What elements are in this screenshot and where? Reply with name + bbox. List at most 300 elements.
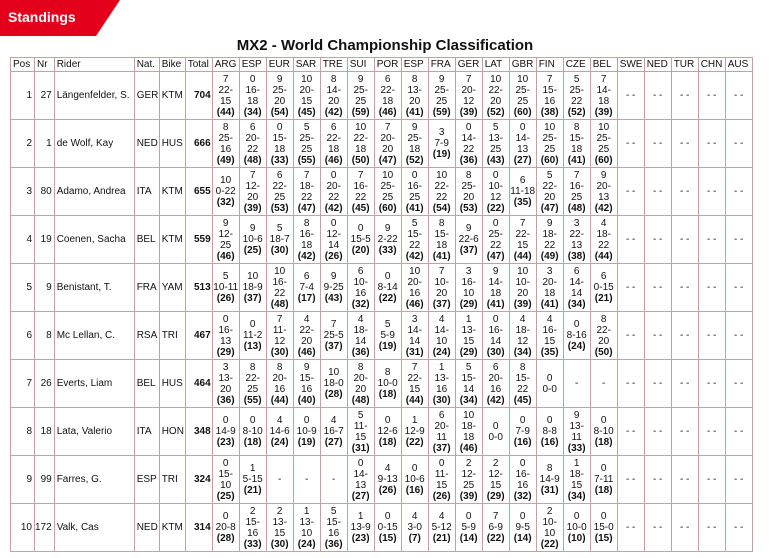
gp-line: 0	[492, 169, 499, 181]
gp-result-cell	[509, 120, 536, 168]
total-cell: 559	[185, 216, 212, 264]
gp-line: 22-	[299, 324, 314, 336]
column-header-cze: CZE	[563, 58, 590, 72]
gp-line: 6	[357, 265, 364, 277]
gp-line: 20	[328, 95, 340, 107]
gp-line: 9	[384, 223, 391, 234]
gp-total: (21)	[594, 293, 613, 304]
bike-cell: TRI	[159, 456, 185, 504]
gp-line: 9	[330, 271, 337, 282]
gp-line: 14	[571, 287, 583, 299]
gp-line: 7	[600, 73, 607, 85]
gp-total: (16)	[405, 485, 424, 496]
gp-line: 25	[301, 143, 313, 155]
gp-line: 0	[546, 415, 553, 426]
gp-result-cell	[401, 312, 428, 360]
number-cell: 19	[35, 216, 55, 264]
gp-empty-cell: - -	[725, 216, 752, 264]
column-header-gbr: GBR	[509, 58, 536, 72]
gp-result-cell	[536, 456, 563, 504]
gp-line: 8	[330, 73, 337, 85]
gp-line: 10	[517, 73, 529, 85]
gp-total: (42)	[405, 250, 424, 262]
gp-total: (48)	[243, 154, 262, 166]
position-cell: 2	[11, 120, 35, 168]
gp-result-cell	[590, 312, 617, 360]
gp-total: (33)	[378, 245, 397, 256]
gp-line: 20	[490, 95, 502, 107]
gp-result-cell	[347, 504, 374, 552]
gp-result-cell	[401, 360, 428, 408]
gp-result-cell	[482, 360, 509, 408]
gp-line: 16	[355, 287, 367, 299]
gp-line: 25-	[272, 84, 287, 96]
gp-line: 3	[546, 265, 553, 277]
gp-result-cell	[590, 408, 617, 456]
gp-empty-cell: - -	[617, 216, 644, 264]
gp-empty-cell: - -	[671, 264, 698, 312]
gp-result-cell	[266, 72, 293, 120]
gp-line: 0	[546, 372, 553, 384]
gp-line: 10-	[542, 516, 557, 528]
gp-total: (19)	[378, 341, 397, 352]
gp-line: 3	[411, 313, 418, 325]
position-cell: 4	[11, 216, 35, 264]
gp-line: 22	[247, 143, 259, 155]
gp-line: 20	[355, 383, 367, 395]
gp-empty-cell: -	[320, 456, 347, 504]
gp-line: 18-	[542, 228, 557, 240]
gp-line: 22	[301, 191, 313, 203]
gp-result-cell	[374, 360, 401, 408]
nation-cell: NED	[134, 120, 159, 168]
gp-result-cell	[347, 120, 374, 168]
gp-line: 1	[573, 457, 580, 469]
gp-line: 16-	[407, 180, 422, 192]
gp-result-cell	[266, 408, 293, 456]
gp-line: 18	[274, 143, 286, 155]
gp-total: (55)	[243, 394, 262, 406]
gp-line: 20-	[272, 372, 287, 384]
gp-total: (48)	[270, 298, 289, 310]
gp-line: 5	[303, 121, 310, 133]
gp-line: 5-12	[431, 522, 452, 533]
gp-line: 25	[598, 143, 610, 155]
gp-total: (41)	[405, 106, 424, 118]
gp-line: 11-2	[243, 330, 263, 341]
gp-total: (33)	[270, 154, 289, 166]
gp-total: (7)	[408, 533, 421, 544]
column-header-pos: Pos	[11, 58, 35, 72]
gp-line: 7-9	[434, 138, 449, 149]
gp-result-cell	[212, 360, 239, 408]
gp-result-cell	[509, 168, 536, 216]
gp-total: (42)	[486, 394, 505, 406]
gp-line: 7	[573, 169, 580, 181]
position-cell: 5	[11, 264, 35, 312]
page-title: MX2 - World Championship Classification	[236, 37, 534, 54]
gp-result-cell	[509, 504, 536, 552]
gp-total: (53)	[459, 202, 478, 214]
gp-result-cell	[320, 408, 347, 456]
gp-result-cell	[320, 72, 347, 120]
gp-line: 22	[355, 191, 367, 203]
gp-line: 7	[303, 169, 310, 181]
gp-line: 13-	[461, 324, 476, 336]
gp-empty-cell: - -	[725, 168, 752, 216]
gp-total: (37)	[432, 298, 451, 310]
rider-cell: Farres, G.	[54, 456, 134, 504]
gp-line: 10	[463, 287, 475, 299]
gp-total: (32)	[351, 298, 370, 310]
gp-line: 7	[384, 121, 391, 133]
gp-line: 10-	[488, 180, 503, 192]
gp-result-cell	[266, 504, 293, 552]
gp-empty-cell: - -	[671, 216, 698, 264]
gp-line: 25-5	[323, 330, 344, 341]
gp-line: 20	[517, 287, 529, 299]
gp-total: (33)	[567, 442, 586, 454]
nation-cell: RSA	[134, 312, 159, 360]
gp-line: 2	[249, 505, 256, 517]
position-cell: 1	[11, 72, 35, 120]
gp-line: 16	[490, 383, 502, 395]
gp-line: 7	[249, 169, 256, 181]
gp-total: (17)	[297, 293, 316, 304]
gp-result-cell	[401, 168, 428, 216]
gp-line: 0	[384, 271, 391, 282]
gp-line: 10-0	[377, 378, 398, 389]
gp-total: (47)	[486, 250, 505, 262]
gp-result-cell	[320, 312, 347, 360]
gp-line: 22-	[596, 324, 611, 336]
gp-total: (41)	[405, 202, 424, 214]
gp-result-cell	[239, 312, 266, 360]
standings-tab[interactable]	[0, 0, 120, 36]
gp-empty-cell: - -	[617, 408, 644, 456]
gp-line: 16	[301, 383, 313, 395]
table-row	[11, 408, 753, 456]
gp-line: 13	[598, 191, 610, 203]
total-cell: 467	[185, 312, 212, 360]
gp-total: (53)	[270, 202, 289, 214]
gp-line: 25-	[596, 132, 611, 144]
gp-result-cell	[536, 120, 563, 168]
gp-line: 10	[436, 169, 448, 181]
gp-line: 3	[573, 217, 580, 229]
gp-empty-cell: - -	[698, 168, 725, 216]
gp-line: 15	[490, 479, 502, 491]
gp-line: 1	[249, 463, 256, 474]
gp-total: (49)	[216, 154, 235, 166]
gp-line: 18	[463, 431, 475, 443]
gp-result-cell	[320, 360, 347, 408]
gp-empty-cell: - -	[617, 120, 644, 168]
gp-result-cell	[239, 72, 266, 120]
gp-line: 8	[303, 217, 310, 229]
column-header-fin: FIN	[536, 58, 563, 72]
gp-line: 10	[463, 409, 475, 421]
gp-line: 25	[544, 143, 556, 155]
gp-line: 15-	[326, 516, 341, 528]
gp-line: 9	[222, 217, 229, 229]
gp-line: 15	[274, 527, 286, 539]
column-header-rider: Rider	[54, 58, 134, 72]
gp-line: 22	[328, 191, 340, 203]
gp-result-cell	[428, 168, 455, 216]
table-body	[11, 72, 753, 552]
gp-result-cell	[293, 72, 320, 120]
gp-line: 15-	[461, 372, 476, 384]
gp-line: 10	[328, 367, 340, 378]
gp-total: (31)	[351, 442, 370, 454]
gp-line: 4	[357, 313, 364, 325]
table-row	[11, 120, 753, 168]
gp-empty-cell: - -	[644, 456, 671, 504]
gp-result-cell	[455, 120, 482, 168]
number-cell: 80	[35, 168, 55, 216]
gp-total: (26)	[432, 490, 451, 502]
gp-line: 9	[303, 361, 310, 373]
gp-result-cell	[455, 72, 482, 120]
gp-result-cell	[293, 264, 320, 312]
gp-line: 13	[220, 335, 232, 347]
nation-cell: FRA	[134, 264, 159, 312]
gp-line: 0	[519, 457, 526, 469]
gp-line: 5	[546, 169, 553, 181]
gp-total: (19)	[297, 437, 316, 448]
gp-total: (44)	[513, 250, 532, 262]
gp-line: 6	[492, 361, 499, 373]
gp-line: 20	[274, 95, 286, 107]
gp-total: (46)	[459, 442, 478, 454]
gp-total: (26)	[378, 485, 397, 496]
gp-line: 5-15	[242, 474, 263, 485]
total-cell: 513	[185, 264, 212, 312]
gp-total: (32)	[216, 197, 235, 208]
gp-total: (43)	[324, 293, 343, 304]
gp-line: 25	[436, 95, 448, 107]
gp-line: 1	[411, 415, 418, 426]
gp-line: 11-	[353, 420, 368, 432]
gp-result-cell	[239, 120, 266, 168]
gp-line: 8	[438, 217, 445, 229]
gp-line: 0-15	[593, 282, 614, 293]
column-header-esp: ESP	[401, 58, 428, 72]
gp-line: 3	[465, 265, 472, 277]
gp-line: 22	[409, 239, 421, 251]
gp-empty-cell: - -	[644, 168, 671, 216]
gp-result-cell	[401, 456, 428, 504]
gp-result-cell	[428, 216, 455, 264]
gp-line: 18-0	[323, 378, 344, 389]
gp-line: 5	[573, 73, 580, 85]
gp-line: 25-	[488, 228, 503, 240]
gp-line: 10	[409, 265, 421, 277]
gp-line: 20-8	[215, 522, 236, 533]
gp-empty-cell: - -	[644, 72, 671, 120]
column-header-aus: AUS	[725, 58, 752, 72]
gp-line: 12-	[461, 468, 476, 480]
gp-line: 16-	[488, 324, 503, 336]
gp-line: 20	[301, 335, 313, 347]
gp-result-cell	[428, 408, 455, 456]
gp-result-cell	[266, 216, 293, 264]
gp-line: 8-14	[377, 282, 398, 293]
gp-line: 22-6	[458, 234, 479, 245]
gp-line: 10	[436, 335, 448, 347]
gp-result-cell	[509, 264, 536, 312]
gp-line: 10-	[434, 276, 449, 288]
gp-total: (60)	[594, 154, 613, 166]
gp-line: 13-	[569, 420, 584, 432]
gp-total: (18)	[594, 437, 613, 448]
gp-result-cell	[293, 216, 320, 264]
gp-line: 25-	[299, 132, 314, 144]
gp-line: 15	[409, 383, 421, 395]
gp-result-cell	[266, 360, 293, 408]
gp-line: 22-	[245, 372, 260, 384]
gp-line: 14	[355, 335, 367, 347]
gp-line: 10-6	[404, 474, 425, 485]
gp-result-cell	[563, 216, 590, 264]
table-row	[11, 264, 753, 312]
gp-line: 22-	[353, 132, 368, 144]
gp-result-cell	[293, 312, 320, 360]
gp-total: (39)	[513, 298, 532, 310]
gp-line: 15-	[245, 516, 260, 528]
gp-line: 0	[276, 121, 283, 133]
gp-line: 13-	[407, 84, 422, 96]
position-cell: 10	[11, 504, 35, 552]
gp-line: 9	[600, 169, 607, 181]
gp-line: 20	[436, 287, 448, 299]
gp-result-cell	[401, 264, 428, 312]
column-header-tur: TUR	[671, 58, 698, 72]
gp-total: (30)	[270, 346, 289, 358]
position-cell: 6	[11, 312, 35, 360]
gp-total: (37)	[459, 245, 478, 256]
gp-line: 15-5	[350, 234, 371, 245]
column-header-por: POR	[374, 58, 401, 72]
gp-result-cell	[293, 168, 320, 216]
gp-line: 18-	[596, 228, 611, 240]
rider-cell: Coenen, Sacha	[54, 216, 134, 264]
gp-total: (46)	[297, 346, 316, 358]
column-header-esp: ESP	[239, 58, 266, 72]
gp-line: 16-	[542, 324, 557, 336]
standings-tab-label: Standings	[8, 9, 76, 25]
gp-line: 13	[355, 479, 367, 491]
gp-line: 14	[409, 335, 421, 347]
bike-cell: TRI	[159, 312, 185, 360]
gp-result-cell	[563, 456, 590, 504]
gp-line: 18	[571, 143, 583, 155]
rider-cell: Benistant, T.	[54, 264, 134, 312]
gp-line: 1	[438, 361, 445, 373]
gp-line: 0	[384, 415, 391, 426]
gp-line: 25-	[569, 84, 584, 96]
gp-empty-cell: - -	[698, 120, 725, 168]
gp-empty-cell: - -	[698, 264, 725, 312]
gp-empty-cell: -	[563, 360, 590, 408]
gp-line: 0	[411, 169, 418, 181]
gp-line: 10-6	[242, 234, 263, 245]
gp-line: 11-	[434, 468, 449, 480]
gp-total: (16)	[540, 437, 559, 448]
gp-line: 15	[355, 431, 367, 443]
gp-line: 15	[463, 335, 475, 347]
gp-result-cell	[293, 360, 320, 408]
gp-line: 0	[600, 463, 607, 474]
gp-line: 10	[301, 527, 313, 539]
gp-line: 15	[220, 95, 232, 107]
gp-line: 8-10	[593, 426, 614, 437]
gp-line: 6	[330, 121, 337, 133]
gp-line: 14	[463, 383, 475, 395]
gp-total: (45)	[351, 202, 370, 214]
gp-total: (13)	[243, 341, 262, 352]
gp-result-cell	[509, 360, 536, 408]
gp-line: 18	[301, 239, 313, 251]
gp-line: 22	[274, 287, 286, 299]
gp-total: (45)	[297, 106, 316, 118]
gp-total: (24)	[567, 341, 586, 352]
gp-result-cell	[590, 216, 617, 264]
gp-result-cell	[563, 120, 590, 168]
gp-result-cell	[455, 264, 482, 312]
gp-result-cell	[401, 216, 428, 264]
gp-line: 0	[492, 217, 499, 229]
gp-result-cell	[455, 456, 482, 504]
gp-total: (18)	[378, 437, 397, 448]
gp-line: 7	[438, 265, 445, 277]
gp-line: 0	[330, 169, 337, 181]
gp-total: (34)	[459, 394, 478, 406]
gp-result-cell	[590, 168, 617, 216]
gp-line: 22-	[434, 180, 449, 192]
gp-empty-cell: -	[266, 456, 293, 504]
gp-total: (28)	[216, 533, 235, 544]
gp-line: 22	[490, 239, 502, 251]
total-cell: 314	[185, 504, 212, 552]
gp-line: 7-9	[515, 426, 530, 437]
total-cell: 655	[185, 168, 212, 216]
gp-empty-cell: - -	[671, 312, 698, 360]
gp-result-cell	[347, 408, 374, 456]
gp-result-cell	[266, 312, 293, 360]
gp-total: (55)	[297, 154, 316, 166]
gp-line: 18-	[569, 468, 584, 480]
gp-result-cell	[482, 408, 509, 456]
gp-line: 15	[301, 95, 313, 107]
gp-total: (44)	[594, 250, 613, 262]
gp-line: 0	[249, 319, 256, 330]
gp-line: 12	[490, 191, 502, 203]
rider-cell: Adamo, Andrea	[54, 168, 134, 216]
gp-line: 12	[463, 95, 475, 107]
gp-line: 9	[249, 223, 256, 234]
classification-table	[10, 57, 753, 552]
gp-total: (37)	[243, 293, 262, 304]
gp-total: (52)	[567, 106, 586, 118]
gp-empty-cell: - -	[698, 360, 725, 408]
gp-result-cell	[401, 504, 428, 552]
gp-result-cell	[320, 216, 347, 264]
gp-total: (54)	[270, 106, 289, 118]
gp-line: 5-9	[461, 522, 476, 533]
gp-result-cell	[374, 120, 401, 168]
